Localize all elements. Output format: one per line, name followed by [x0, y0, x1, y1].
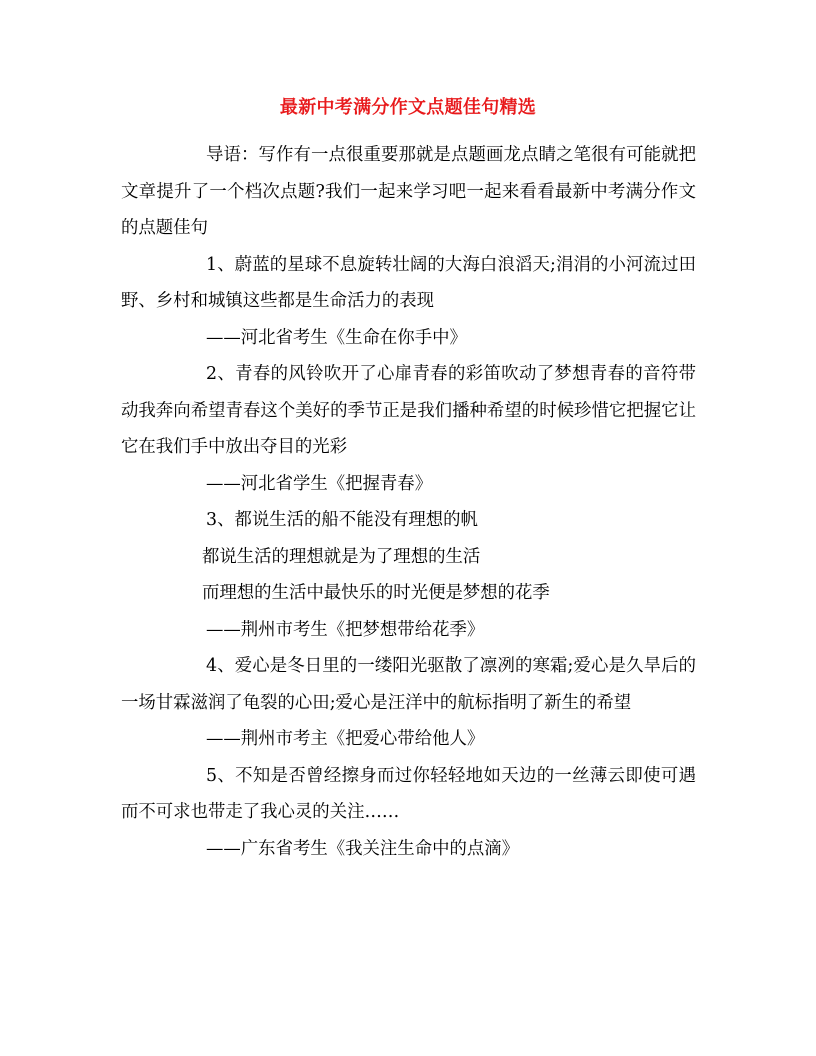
- quote-4-attribution: ——荆州市考主《把爱心带给他人》: [206, 729, 485, 749]
- quote-1-text: 1、蔚蓝的星球不息旋转壮阔的大海白浪滔天;涓涓的小河流过田野、乡村和城镇这些都是生命活力的表现: [121, 254, 696, 311]
- quote-3-line-1: 3、都说生活的船不能没有理想的帆: [206, 510, 478, 530]
- document-body: [121, 137, 696, 867]
- quote-2-text: 2、青春的风铃吹开了心扉青春的彩笛吹动了梦想青春的音符带动我奔向希望青春这个美好的季节正是我们播种希望的时候珍惜它把握它让它在我们手中放出夺目的光彩: [121, 364, 696, 457]
- quote-3-attribution: ——荆州市考生《把梦想带给花季》: [206, 619, 485, 640]
- quote-2-attribution: ——河北省学生《把握青春》: [206, 473, 433, 494]
- document-title: 最新中考满分作文点题佳句精选: [279, 97, 537, 118]
- quote-3-line-2: 都说生活的理想就是为了理想的生活: [202, 546, 481, 567]
- quote-3-line-3: 而理想的生活中最快乐的时光便是梦想的花季: [202, 583, 550, 603]
- quote-5-text: 5、不知是否曾经擦身而过你轻轻地如天边的一丝薄云即使可遇而不可求也带走了我心灵的关注……: [121, 765, 696, 822]
- quote-1-attribution: ——河北省考生《生命在你手中》: [206, 327, 467, 348]
- quote-5-attribution: ——广东省考生《我关注生命中的点滴》: [206, 838, 520, 859]
- intro-paragraph: 导语：写作有一点很重要那就是点题画龙点睛之笔很有可能就把文章提升了一个档次点题?我们一起来学习吧一起来看看最新中考满分作文的点题佳句: [121, 145, 696, 238]
- quote-4-text: 4、爱心是冬日里的一缕阳光驱散了凛冽的寒霜;爱心是久旱后的一场甘霖滋润了龟裂的心田;爱心是汪洋中的航标指明了新生的希望: [121, 656, 696, 713]
